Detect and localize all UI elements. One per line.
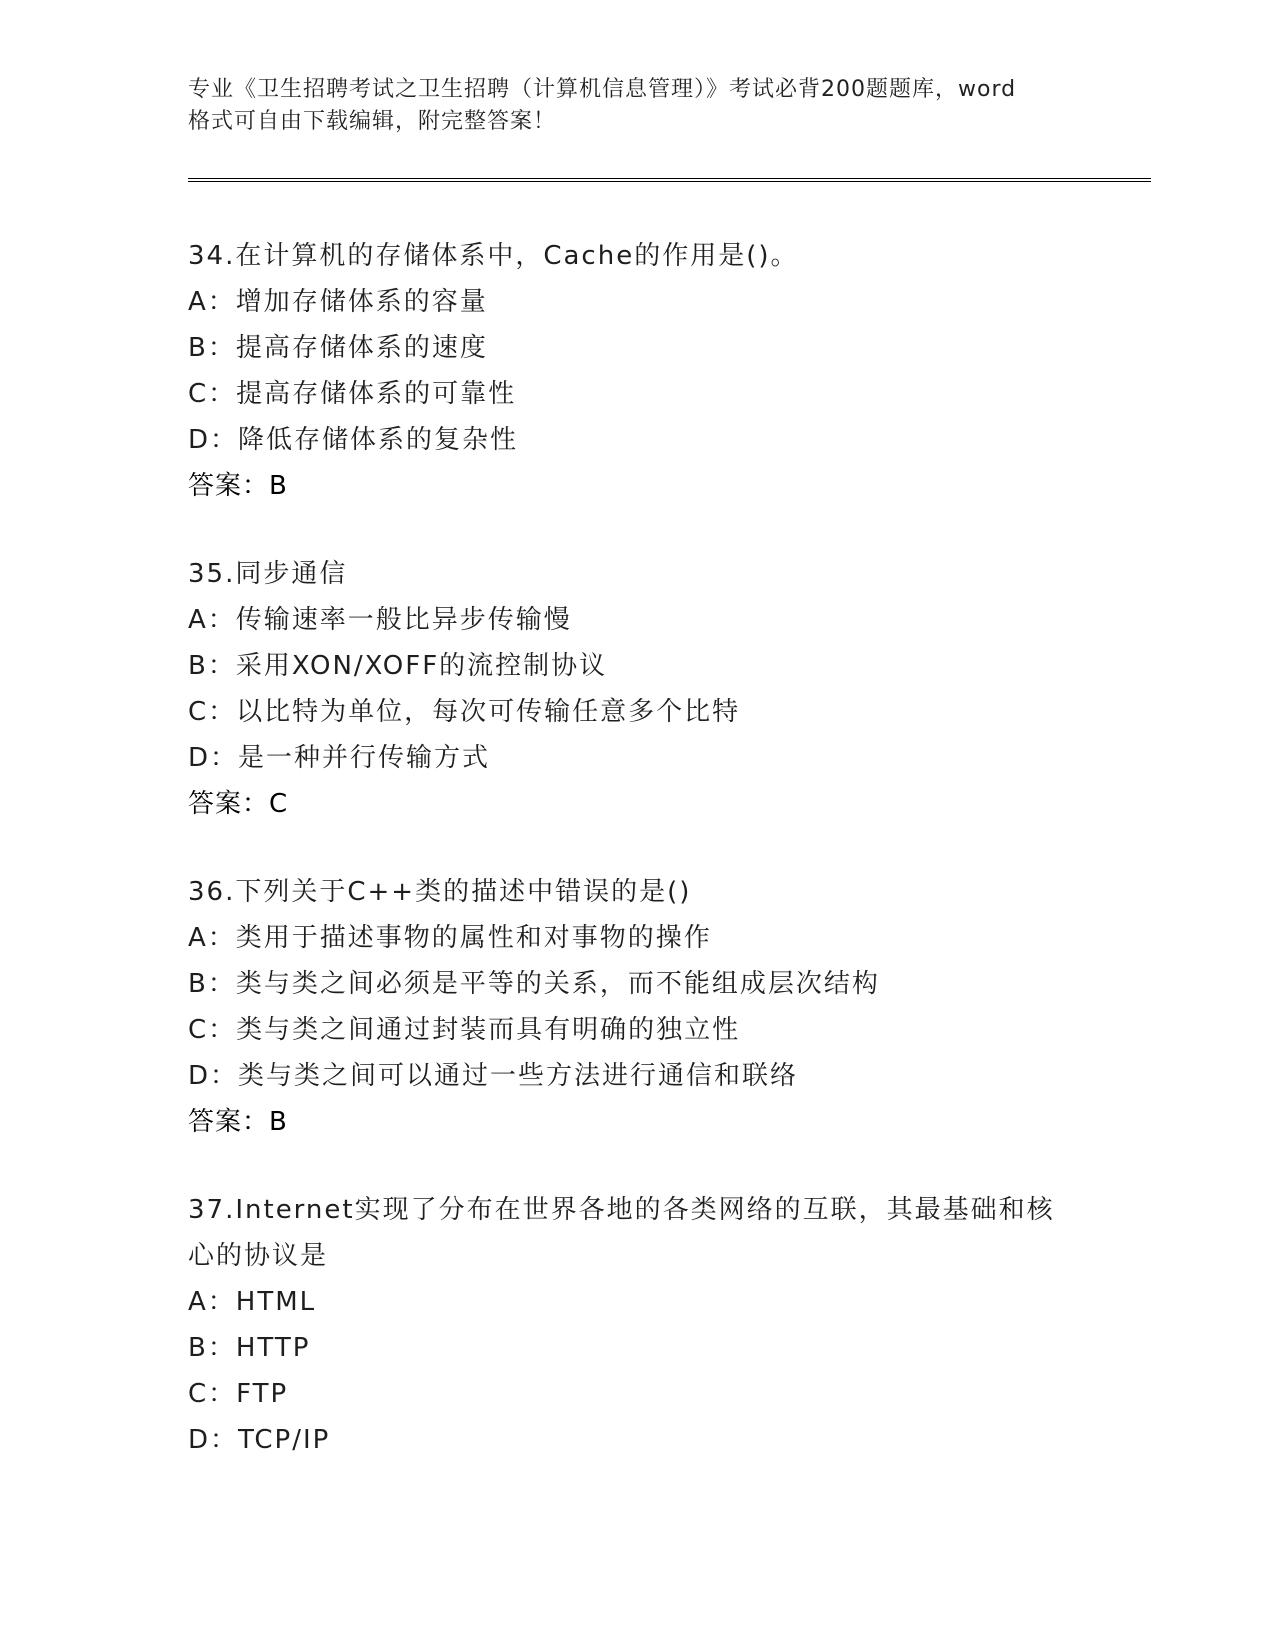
option-b: B：采用XON/XOFF的流控制协议 <box>188 651 608 681</box>
option-b: B：HTTP <box>188 1333 311 1363</box>
question-stem-line-1: 37.Internet实现了分布在世界各地的各类网络的互联，其最基础和核 <box>188 1195 1055 1225</box>
answer-label: 答案：B <box>188 1107 288 1137</box>
option-c: C：类与类之间通过封装而具有明确的独立性 <box>188 1015 741 1045</box>
answer-label: 答案：B <box>188 471 288 501</box>
question-35 <box>188 551 1148 827</box>
question-stem-line-2: 心的协议是 <box>188 1241 329 1271</box>
header-title-line-2: 格式可自由下载编辑，附完整答案！ <box>188 109 557 134</box>
option-d: D：TCP/IP <box>188 1425 331 1455</box>
question-stem: 34.在计算机的存储体系中，Cache的作用是()。 <box>188 241 799 271</box>
option-a: A：类用于描述事物的属性和对事物的操作 <box>188 923 712 953</box>
question-37 <box>188 1187 1148 1463</box>
question-stem: 36.下列关于C++类的描述中错误的是() <box>188 877 692 907</box>
option-a: A：传输速率一般比异步传输慢 <box>188 605 572 635</box>
option-d: D：类与类之间可以通过一些方法进行通信和联络 <box>188 1061 799 1091</box>
document-header <box>188 74 1108 138</box>
option-a: A：增加存储体系的容量 <box>188 287 488 317</box>
option-c: C：提高存储体系的可靠性 <box>188 379 517 409</box>
option-c: C：以比特为单位，每次可传输任意多个比特 <box>188 697 741 727</box>
question-36 <box>188 869 1148 1145</box>
option-b: B：提高存储体系的速度 <box>188 333 488 363</box>
option-b: B：类与类之间必须是平等的关系，而不能组成层次结构 <box>188 969 880 999</box>
option-c: C：FTP <box>188 1379 289 1409</box>
header-divider <box>188 178 1151 182</box>
option-a: A：HTML <box>188 1287 317 1317</box>
header-title-line-1: 专业《卫生招聘考试之卫生招聘（计算机信息管理）》考试必背200题题库，word <box>188 77 1017 102</box>
question-stem: 35.同步通信 <box>188 559 348 589</box>
question-34 <box>188 233 1148 509</box>
option-d: D：是一种并行传输方式 <box>188 743 491 773</box>
answer-label: 答案：C <box>188 789 289 819</box>
option-d: D：降低存储体系的复杂性 <box>188 425 519 455</box>
